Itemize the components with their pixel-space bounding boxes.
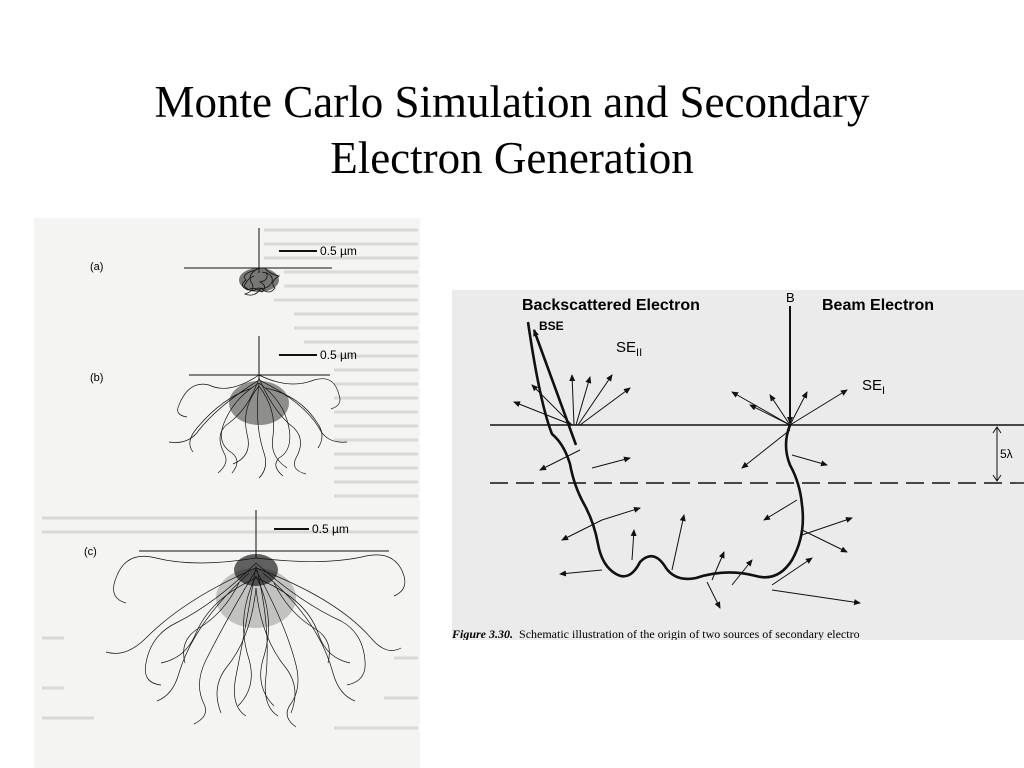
depth-bracket bbox=[993, 427, 1013, 481]
schematic-svg bbox=[452, 290, 1024, 640]
slide-title bbox=[0, 74, 1024, 186]
panel-b bbox=[90, 336, 357, 478]
scale-label-b: 0.5 µm bbox=[320, 348, 357, 362]
bse-label: BSE bbox=[539, 319, 564, 333]
scale-label-c: 0.5 µm bbox=[312, 522, 349, 536]
panel-label-a: (a) bbox=[90, 261, 104, 273]
title-line-2: Electron Generation bbox=[330, 133, 694, 183]
beam-electron-label: Beam Electron bbox=[822, 297, 935, 314]
panel-label-b: (b) bbox=[90, 372, 104, 384]
beam-symbol-label: B bbox=[786, 290, 795, 305]
se2-label: $SE_{II}$ bbox=[616, 339, 643, 359]
panel-label-c: (c) bbox=[84, 546, 97, 558]
monte-carlo-figure bbox=[34, 218, 420, 768]
schematic-figure bbox=[452, 290, 1024, 640]
deep-arrows bbox=[672, 515, 860, 608]
title-line-1: Monte Carlo Simulation and Secondary bbox=[154, 77, 870, 127]
background-text-lines bbox=[42, 230, 418, 728]
monte-carlo-svg bbox=[34, 218, 420, 768]
figure-caption: Figure 3.30. Schematic illustration of the origin of two sources of secondary electro bbox=[452, 627, 860, 640]
electron-trajectory bbox=[528, 322, 803, 579]
backscattered-electron-label: Backscattered Electron bbox=[522, 297, 700, 314]
depth-label: 5λ bbox=[1000, 447, 1013, 461]
scale-label-a: 0.5 µm bbox=[320, 244, 357, 258]
se2-arrows bbox=[514, 375, 640, 574]
se1-label: $SE_I$ bbox=[862, 377, 886, 397]
panel-c bbox=[84, 510, 405, 727]
